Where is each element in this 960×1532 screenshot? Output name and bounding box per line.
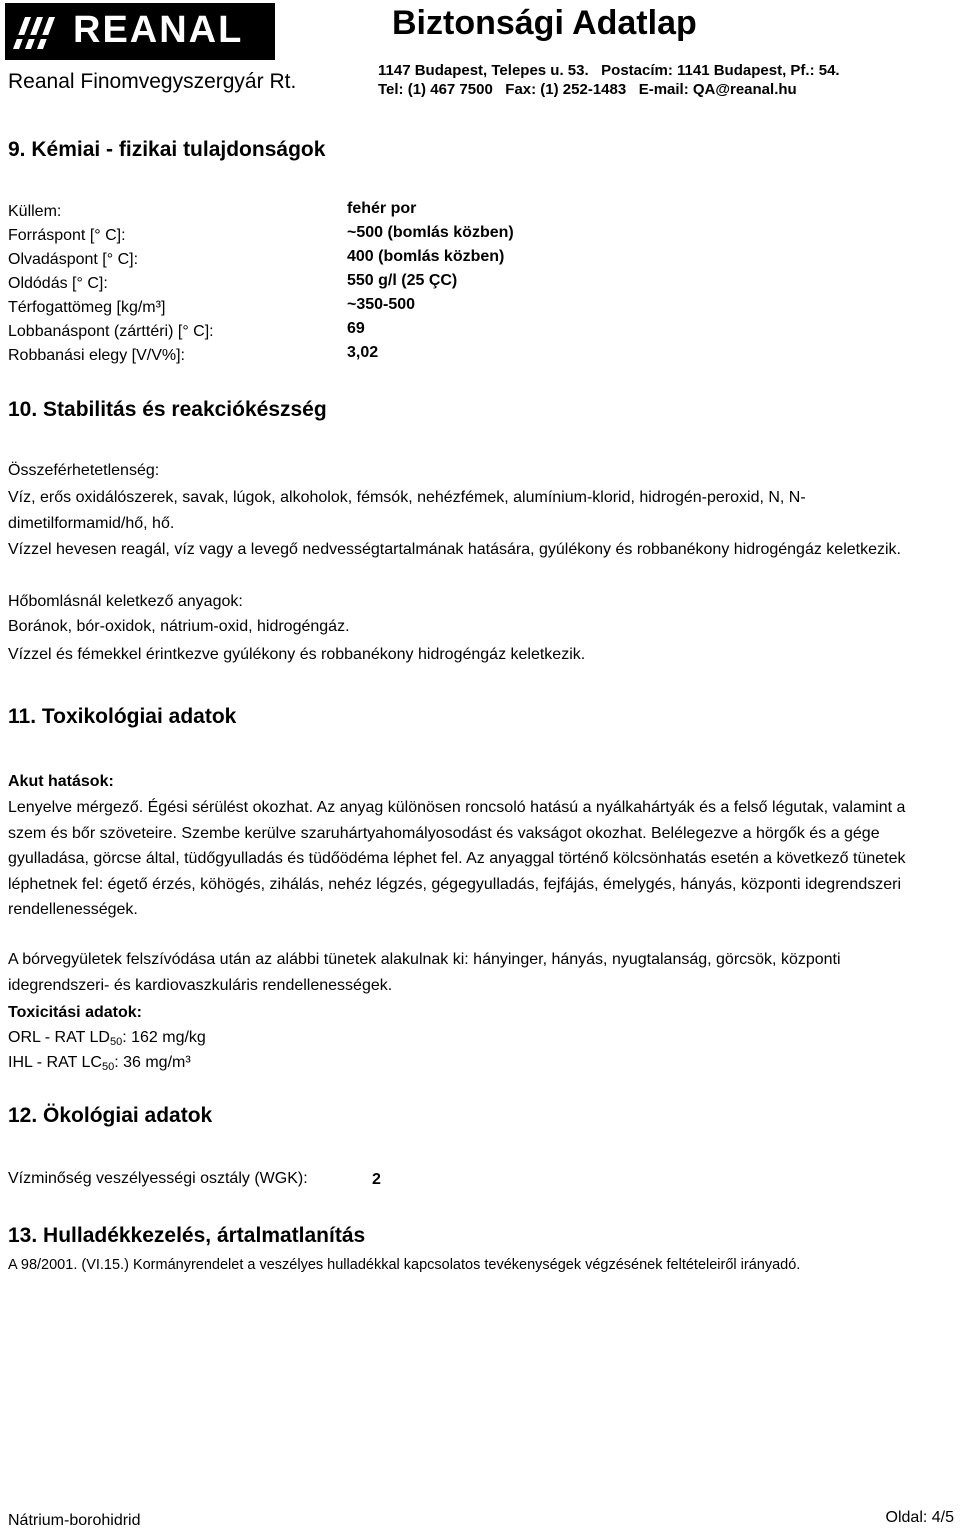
toxicity-orl	[8, 1029, 206, 1047]
toxicity-ihl	[8, 1054, 191, 1072]
ihl-subscript: 50	[101, 1061, 115, 1073]
section-9-heading: 9. Kémiai - fizikai tulajdonságok	[8, 138, 326, 161]
wgk-value: 2	[372, 1171, 381, 1188]
property-value: ~350-500	[347, 296, 416, 313]
footer-page-number: Oldal: 4/5	[885, 1509, 954, 1526]
ihl-prefix: IHL - RAT LC	[8, 1054, 102, 1071]
company-logo	[5, 3, 275, 60]
property-value: 69	[347, 320, 365, 337]
section-10-heading: 10. Stabilitás és reakciókészség	[8, 398, 327, 421]
property-label: Lobbanáspont (zárttéri) [° C]:	[8, 323, 214, 340]
orl-value: : 162 mg/kg	[122, 1029, 206, 1046]
property-value: 400 (bomlás közben)	[347, 248, 505, 265]
decomposition-text: Boránok, bór-oxidok, nátrium-oxid, hidrogéngáz.	[8, 618, 350, 635]
property-label: Olvadáspont [° C]:	[8, 251, 139, 268]
acute-effects-label: Akut hatások:	[8, 773, 114, 790]
property-label: Térfogattömeg [kg/m³]	[8, 299, 166, 316]
reanal-logo-icon	[11, 13, 65, 53]
company-contact: Tel: (1) 467 7500 Fax: (1) 252-1483 E-mail: QA@reanal.hu	[378, 81, 797, 98]
section-13-heading: 13. Hulladékkezelés, ártalmatlanítás	[8, 1224, 366, 1247]
section-12-heading: 12. Ökológiai adatok	[8, 1104, 213, 1127]
property-label: Küllem:	[8, 203, 62, 220]
incompatibility-text: Víz, erős oxidálószerek, savak, lúgok, alkoholok, fémsók, nehézfémek, alumínium-klorid, hidrogén-peroxid, N, N-dimetilformamid/hő, hő.	[8, 489, 806, 532]
water-reaction-text: Vízzel hevesen reagál, víz vagy a levegő nedvességtartalmának hatására, gyúlékony és robbanékony hidrogéngáz keletkezik.	[8, 541, 901, 558]
acute-effects-text: Lenyelve mérgező. Égési sérülést okozhat. Az anyag különösen roncsoló hatású a nyálkahártyák és a felső légutak, valamint a szem és bőr szöveteire. Szembe kerülve szaruhártyahomályosodást és vakságot okozhat. Belélegezve a hörgők és a gége gyulladása, görcse által, tüdőgyulladás és tüdőödéma léphet fel. Az anyaggal történő kölcsönhatás esetén a következő tünetek léphetnek fel: égető érzés, köhögés, zihálás, nehéz légzés, gégegyulladás, fejfájás, émelygés, hányás, központi idegrendszeri rendellenességek.	[8, 799, 906, 918]
incompatibility-label: Összeférhetetlenség:	[8, 462, 160, 479]
document-title: Biztonsági Adatlap	[392, 4, 697, 42]
ihl-value: : 36 mg/m³	[114, 1054, 191, 1071]
orl-prefix: ORL - RAT LD	[8, 1029, 110, 1046]
logo-text: REANAL	[73, 9, 244, 51]
metal-contact-text: Vízzel és fémekkel érintkezve gyúlékony és robbanékony hidrogéngáz keletkezik.	[8, 646, 586, 663]
company-address: 1147 Budapest, Telepes u. 53. Postacím: 1141 Budapest, Pf.: 54.	[378, 62, 840, 79]
company-name: Reanal Finomvegyszergyár Rt.	[8, 70, 297, 93]
property-value: ~500 (bomlás közben)	[347, 224, 514, 241]
footer-product-name: Nátrium-borohidrid	[8, 1512, 141, 1529]
property-label: Oldódás [° C]:	[8, 275, 108, 292]
property-value: 550 g/l (25 ÇC)	[347, 272, 458, 289]
section-11-heading: 11. Toxikológiai adatok	[8, 705, 237, 728]
property-value: 3,02	[347, 344, 379, 361]
wgk-label: Vízminőség veszélyességi osztály (WGK):	[8, 1170, 308, 1187]
decomposition-label: Hőbomlásnál keletkező anyagok:	[8, 593, 243, 610]
property-value: fehér por	[347, 200, 417, 217]
property-label: Forráspont [° C]:	[8, 227, 126, 244]
orl-subscript: 50	[109, 1036, 123, 1048]
property-label: Robbanási elegy [V/V%]:	[8, 347, 185, 364]
toxicity-label: Toxicitási adatok:	[8, 1004, 142, 1021]
waste-regulation-text: A 98/2001. (VI.15.) Kormányrendelet a veszélyes hulladékkal kapcsolatos tevékenységek végzésének feltételeiről irányadó.	[8, 1257, 801, 1273]
absorption-text: A bórvegyületek felszívódása után az alábbi tünetek alakulnak ki: hányinger, hányás, nyugtalanság, görcsök, központi idegrendszeri- és kardiovaszkuláris rendellenességek.	[8, 951, 841, 994]
